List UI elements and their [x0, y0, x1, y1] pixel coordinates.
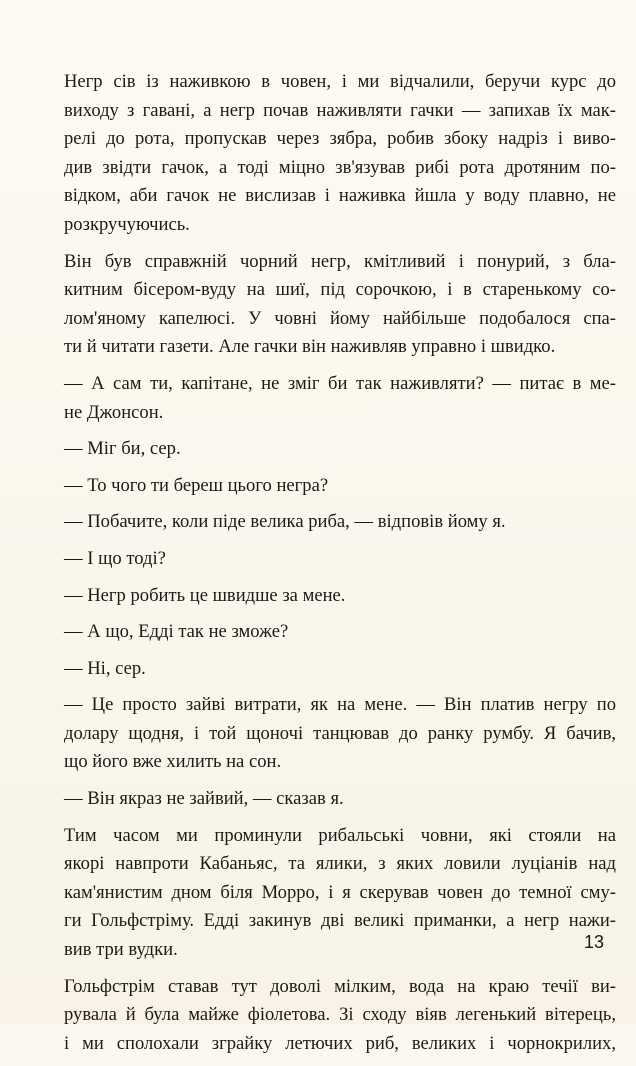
text-line: кам'янистим дном біля Морро, і я скерував човен до темної сму- — [64, 881, 616, 903]
text-line: і ми сполохали зграйку летючих риб, великих і чорнокрилих, — [64, 1032, 616, 1054]
paragraph — [64, 248, 616, 362]
text-line: ги Гольфстріму. Едді закинув дві великі приманки, а негр нажи- — [64, 910, 616, 932]
paragraph — [64, 545, 616, 574]
text-line: розкручуючись. — [64, 213, 190, 235]
text-line: ти й читати газети. Але гачки він наживляв управно і швидко. — [64, 336, 556, 358]
page-number: 13 — [583, 932, 604, 952]
paragraph — [64, 472, 616, 501]
text-line: якорі навпроти Кабаньяс, та ялики, з яких ловили луціанів над — [64, 853, 616, 875]
text-line: що його вже хилить на сон. — [64, 751, 282, 773]
text-line: Тим часом ми проминули рибальські човни, які стояли на — [64, 824, 616, 846]
text-line: долару щодня, і той щоночі танцював до ранку румбу. Я бачив, — [64, 722, 616, 744]
paragraph — [64, 655, 616, 684]
text-line: — Ні, сер. — [64, 657, 146, 679]
text-line: — А що, Едді так не зможе? — [64, 621, 289, 643]
paragraph — [64, 822, 616, 965]
text-line: лом'яному капелюсі. У човні йому найбільше подобалося спа- — [64, 307, 616, 329]
paragraph — [64, 973, 616, 1059]
text-line: рувала й була майже фіолетова. Зі сходу віяв легенький вітерець, — [64, 1004, 616, 1026]
text-line: релі до рота, пропускав через зябра, робив збоку надріз і виво- — [64, 128, 616, 150]
paragraph — [64, 508, 616, 537]
text-line: вив три вудки. — [64, 939, 178, 961]
text-line: не Джонсон. — [64, 401, 164, 423]
text-line: китним бісером-вуду на шиї, під сорочкою, і в старенькому со- — [64, 279, 616, 301]
paragraph — [64, 370, 616, 427]
text-line: — То чого ти береш цього негра? — [64, 474, 329, 496]
text-line: відком, аби гачок не вислизав і наживка йшла у воду плавно, не — [64, 185, 616, 207]
text-line: — Це просто зайві витрати, як на мене. — Він платив негру по — [64, 694, 616, 716]
paragraph — [64, 68, 616, 240]
paragraph — [64, 435, 616, 464]
text-line: — Міг би, сер. — [64, 438, 181, 460]
text-line: виходу з гавані, а негр почав наживляти гачки — запихав їх мак- — [64, 99, 616, 121]
paragraph — [64, 618, 616, 647]
paragraph — [64, 582, 616, 611]
text-line: Негр сів із наживкою в човен, і ми відчалили, беручи курс до — [64, 71, 616, 92]
paragraph — [64, 691, 616, 777]
text-line: — Він якраз не зайвий, — сказав я. — [64, 788, 344, 810]
text-line: див звідти гачок, а тоді міцно зв'язував рибі рота дротяним по- — [64, 156, 616, 178]
text-line: — І що тоді? — [64, 547, 166, 569]
text-line: — Негр робить це швидше за мене. — [64, 584, 346, 606]
body-text — [64, 68, 616, 1066]
text-line: — А сам ти, капітане, не зміг би так наживляти? — питає в ме- — [64, 372, 616, 394]
paragraph — [64, 785, 616, 814]
text-line: Гольфстрім ставав тут доволі мілким, вода на краю течії ви- — [64, 975, 616, 997]
text-line: — Побачите, коли піде велика риба, — відповів йому я. — [64, 511, 506, 533]
text-line: Він був справжній чорний негр, кмітливий і понурий, з бла- — [64, 250, 616, 272]
